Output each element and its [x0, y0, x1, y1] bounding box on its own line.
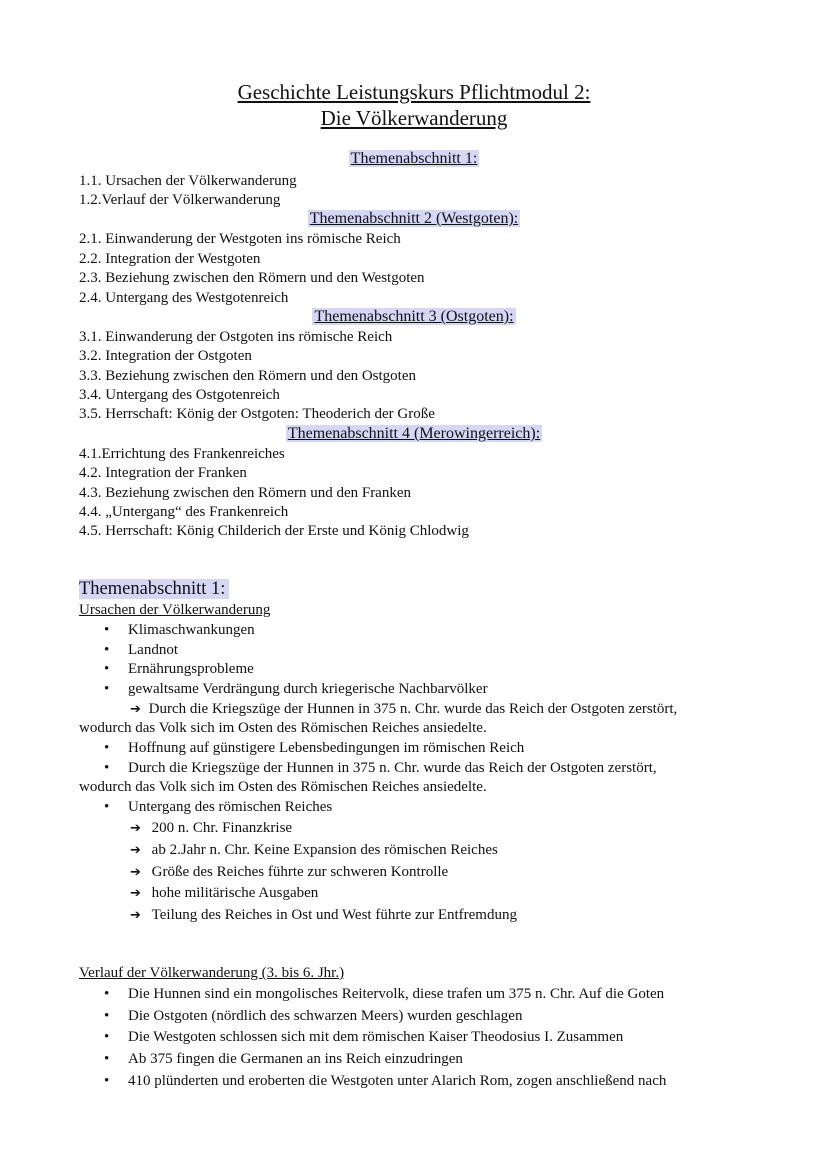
toc-item: 3.1. Einwanderung der Ostgoten ins römische Reich: [79, 329, 393, 345]
bullet-icon: •: [104, 986, 110, 1002]
bullet-icon: •: [104, 760, 110, 776]
list-item: • Ernährungsprobleme: [104, 661, 254, 677]
toc-section-3-heading: Themenabschnitt 3 (Ostgoten):: [314, 308, 514, 325]
document-title-line-2: Die Völkerwanderung: [320, 106, 508, 130]
list-item: • Klimaschwankungen: [104, 622, 255, 638]
list-item: • gewaltsame Verdrängung durch kriegerische Nachbarvölker: [104, 681, 488, 697]
toc-item: 2.2. Integration der Westgoten: [79, 251, 261, 267]
document-title-line-1: Geschichte Leistungskurs Pflichtmodul 2:: [237, 80, 591, 104]
verlauf-heading: Verlauf der Völkerwanderung (3. bis 6. Jhr.): [79, 965, 345, 981]
bullet-icon: •: [104, 1073, 110, 1089]
bullet-icon: •: [104, 1029, 110, 1045]
toc-item: 2.4. Untergang des Westgotenreich: [79, 290, 289, 306]
arrow-item: ➔ Größe des Reiches führte zur schweren Kontrolle: [130, 864, 449, 880]
bullet-icon: •: [104, 799, 110, 815]
toc-item: 3.2. Integration der Ostgoten: [79, 348, 252, 364]
arrow-item: ➔ hohe militärische Ausgaben: [130, 885, 319, 901]
arrow-item: ➔ Durch die Kriegszüge der Hunnen in 375 n. Chr. wurde das Reich der Ostgoten zerstört,: [130, 701, 678, 717]
toc-section-4-heading: Themenabschnitt 4 (Merowingerreich):: [287, 425, 541, 442]
bullet-icon: •: [104, 740, 110, 756]
toc-item: 4.1.Errichtung des Frankenreiches: [79, 446, 285, 462]
continuation-line: wodurch das Volk sich im Osten des Römischen Reiches ansiedelte.: [79, 720, 487, 736]
toc-item: 4.3. Beziehung zwischen den Römern und den Franken: [79, 485, 411, 501]
toc-item: 4.5. Herrschaft: König Childerich der Erste und König Chlodwig: [79, 523, 469, 539]
arrow-icon: ➔: [130, 702, 141, 717]
list-item: • Die Hunnen sind ein mongolisches Reitervolk, diese trafen um 375 n. Chr. Auf die Goten: [104, 986, 665, 1002]
body-section-heading: Themenabschnitt 1:: [79, 579, 229, 599]
bullet-icon: •: [104, 681, 110, 697]
toc-item: 4.2. Integration der Franken: [79, 465, 247, 481]
arrow-icon: ➔: [130, 865, 141, 880]
bullet-icon: •: [104, 642, 110, 658]
list-item: • Landnot: [104, 642, 178, 658]
toc-item: 2.3. Beziehung zwischen den Römern und den Westgoten: [79, 270, 425, 286]
ursachen-heading: Ursachen der Völkerwanderung: [79, 602, 271, 618]
toc-item: 3.4. Untergang des Ostgotenreich: [79, 387, 280, 403]
continuation-line: wodurch das Volk sich im Osten des Römischen Reiches ansiedelte.: [79, 779, 487, 795]
toc-item: 3.5. Herrschaft: König der Ostgoten: Theoderich der Große: [79, 406, 435, 422]
bullet-icon: •: [104, 1051, 110, 1067]
arrow-icon: ➔: [130, 908, 141, 923]
bullet-icon: •: [104, 661, 110, 677]
arrow-icon: ➔: [130, 821, 141, 836]
list-item: • 410 plünderten und eroberten die Westgoten unter Alarich Rom, zogen anschließend nach: [104, 1073, 667, 1089]
list-item: • Hoffnung auf günstigere Lebensbedingungen im römischen Reich: [104, 740, 525, 756]
toc-item: 1.1. Ursachen der Völkerwanderung: [79, 173, 297, 189]
toc-item: 1.2.Verlauf der Völkerwanderung: [79, 192, 281, 208]
toc-section-1-heading: Themenabschnitt 1:: [350, 150, 478, 167]
arrow-icon: ➔: [130, 843, 141, 858]
list-item: • Ab 375 fingen die Germanen an ins Reich einzudringen: [104, 1051, 463, 1067]
arrow-icon: ➔: [130, 886, 141, 901]
bullet-icon: •: [104, 1008, 110, 1024]
list-item: • Untergang des römischen Reiches: [104, 799, 333, 815]
toc-item: 3.3. Beziehung zwischen den Römern und den Ostgoten: [79, 368, 417, 384]
bullet-icon: •: [104, 622, 110, 638]
toc-item: 2.1. Einwanderung der Westgoten ins römische Reich: [79, 231, 401, 247]
list-item: • Die Ostgoten (nördlich des schwarzen Meers) wurden geschlagen: [104, 1008, 523, 1024]
toc-item: 4.4. „Untergang“ des Frankenreich: [79, 504, 289, 520]
list-item: • Die Westgoten schlossen sich mit dem römischen Kaiser Theodosius I. Zusammen: [104, 1029, 624, 1045]
arrow-item: ➔ 200 n. Chr. Finanzkrise: [130, 820, 293, 836]
arrow-item: ➔ Teilung des Reiches in Ost und West führte zur Entfremdung: [130, 907, 517, 923]
toc-section-2-heading: Themenabschnitt 2 (Westgoten):: [309, 210, 519, 227]
list-item: • Durch die Kriegszüge der Hunnen in 375 n. Chr. wurde das Reich der Ostgoten zerstört,: [104, 760, 657, 776]
arrow-item: ➔ ab 2.Jahr n. Chr. Keine Expansion des römischen Reiches: [130, 842, 498, 858]
